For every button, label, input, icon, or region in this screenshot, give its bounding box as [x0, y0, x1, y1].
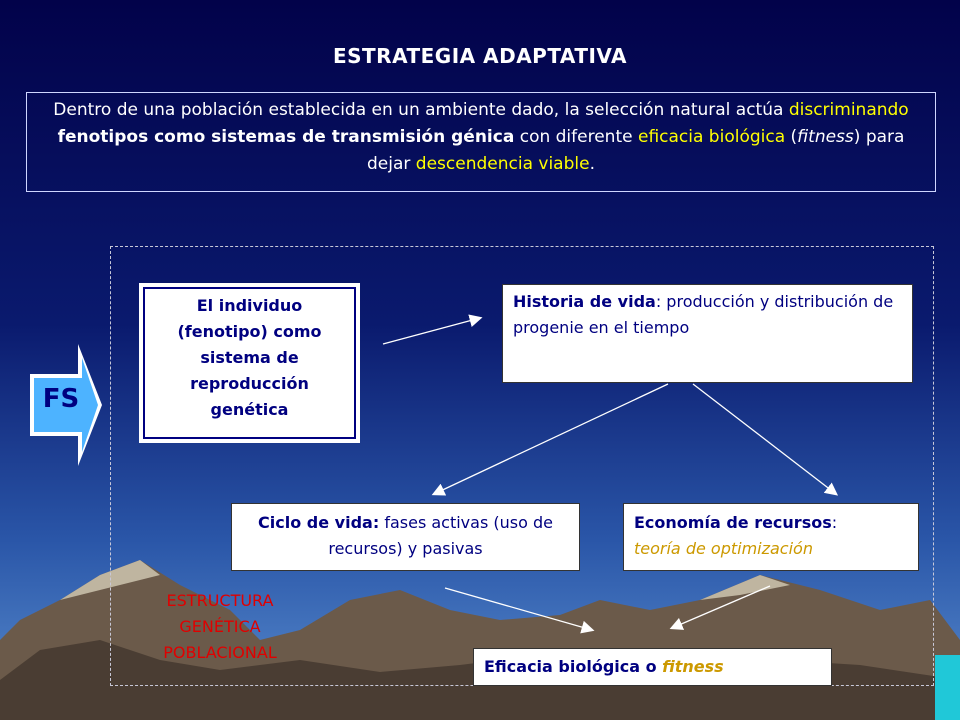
arrow-historia-ciclo: [434, 384, 668, 494]
arrow-individuo-historia: [383, 318, 480, 344]
intro-text-6: .: [589, 154, 595, 174]
box-eficacia-biologica: [473, 648, 832, 686]
box-individuo-line: El individuo: [196, 296, 303, 315]
box-economia-heading: Economía de recursos: [634, 513, 832, 532]
box-economia-colon: :: [831, 513, 838, 532]
intro-keyword-discriminando: discriminando: [788, 100, 909, 120]
box-individuo-line: reproducción: [190, 374, 309, 393]
estructura-line: POBLACIONAL: [163, 643, 277, 662]
intro-keyword-fitness: fitness: [797, 127, 854, 147]
box-eficacia-text: Eficacia biológica o: [484, 657, 663, 676]
box-historia-heading: Historia de vida: [513, 292, 656, 311]
box-individuo-line: (fenotipo) como: [177, 322, 322, 341]
intro-text-3: con diferente: [514, 127, 638, 147]
box-historia-de-vida: [502, 284, 913, 383]
intro-text-1: Dentro de una población establecida en un ambiente dado, la selección natural actúa: [53, 100, 789, 120]
arrow-economia-eficacia: [672, 586, 770, 628]
box-individuo-line: sistema de: [200, 348, 299, 367]
box-economia-text: teoría de optimización: [634, 539, 813, 558]
intro-text-4: (: [785, 127, 798, 147]
intro-keyword-descendencia: descendencia viable: [415, 154, 590, 174]
box-ciclo-de-vida: [231, 503, 580, 571]
intro-keyword-fenotipos: fenotipos como sistemas de transmisión génica: [57, 127, 515, 147]
box-individuo: [139, 283, 360, 443]
box-ciclo-heading: Ciclo de vida:: [258, 513, 380, 532]
page-title: ESTRATEGIA ADAPTATIVA: [332, 44, 628, 68]
estructura-line: ESTRUCTURA: [166, 591, 274, 610]
estructura-line: GENÉTICA: [179, 617, 261, 636]
intro-keyword-eficacia: eficacia biológica: [637, 127, 786, 147]
box-eficacia-fitness: fitness: [662, 657, 724, 676]
box-ciclo-text: fases activas (uso de recursos) y pasivas: [328, 513, 553, 558]
fs-label: FS: [42, 384, 80, 414]
box-economia-de-recursos: [623, 503, 919, 571]
estructura-genetica-label: [120, 588, 320, 666]
arrow-ciclo-eficacia: [445, 588, 592, 630]
intro-text-5: ) para dejar: [367, 127, 905, 174]
box-historia-text: : producción y distribución de progenie en el tiempo: [513, 292, 894, 337]
box-individuo-line: genética: [210, 400, 289, 419]
arrow-historia-economia: [693, 384, 836, 494]
